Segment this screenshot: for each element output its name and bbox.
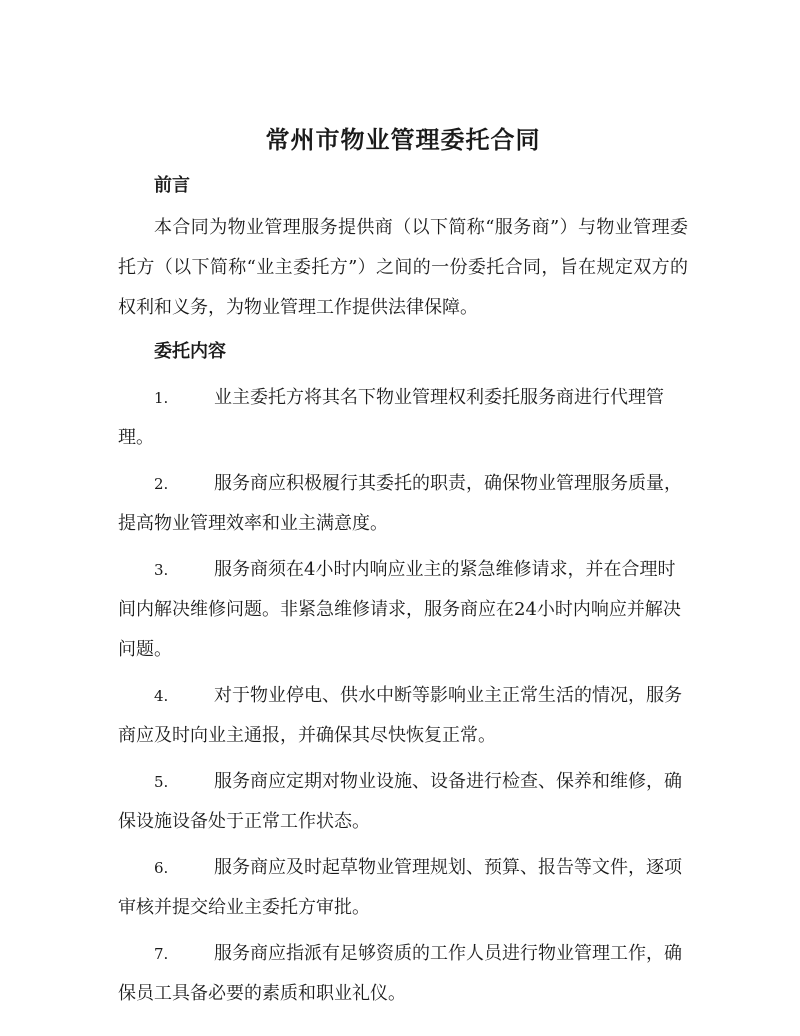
list-item-3 bbox=[118, 550, 688, 670]
list-item-number: 6. bbox=[154, 859, 169, 877]
list-item-6 bbox=[118, 848, 688, 928]
list-item-1 bbox=[118, 378, 688, 458]
preface-heading: 前言 bbox=[154, 175, 190, 196]
list-item-number: 7. bbox=[154, 945, 169, 963]
document-title: 常州市物业管理委托合同 bbox=[265, 125, 541, 154]
list-item-text: 业主委托方将其名下物业管理权利委托服务商进行代理管理。 bbox=[118, 387, 664, 448]
list-item-text: 服务商应及时起草物业管理规划、预算、报告等文件，逐项审核并提交给业主委托方审批。 bbox=[118, 857, 682, 918]
list-item-number: 3. bbox=[154, 561, 169, 579]
list-item-text: 服务商应定期对物业设施、设备进行检查、保养和维修，确保设施设备处于正常工作状态。 bbox=[118, 771, 682, 832]
list-item-4 bbox=[118, 676, 688, 756]
list-item-text: 服务商须在4小时内响应业主的紧急维修请求，并在合理时间内解决维修问题。非紧急维修请求，服务商应在24小时内响应并解决问题。 bbox=[118, 559, 681, 660]
list-item-text: 对于物业停电、供水中断等影响业主正常生活的情况，服务商应及时向业主通报，并确保其尽快恢复正常。 bbox=[118, 685, 682, 746]
list-item-number: 5. bbox=[154, 773, 169, 791]
list-item-number: 1. bbox=[154, 389, 169, 407]
list-item-5 bbox=[118, 762, 688, 842]
content-list bbox=[118, 378, 688, 1014]
list-item-text: 服务商应指派有足够资质的工作人员进行物业管理工作，确保员工具备必要的素质和职业礼仪。 bbox=[118, 943, 682, 1004]
list-item-number: 4. bbox=[154, 687, 169, 705]
preface-paragraph: 本合同为物业管理服务提供商（以下简称“服务商”）与物业管理委托方（以下简称“业主委托方”）之间的一份委托合同，旨在规定双方的权利和义务，为物业管理工作提供法律保障。 bbox=[118, 217, 688, 318]
list-item-7 bbox=[118, 934, 688, 1014]
list-item-number: 2. bbox=[154, 475, 169, 493]
content-heading: 委托内容 bbox=[154, 341, 226, 362]
list-item-2 bbox=[118, 464, 688, 544]
list-item-text: 服务商应积极履行其委托的职责，确保物业管理服务质量，提高物业管理效率和业主满意度。 bbox=[118, 473, 682, 534]
